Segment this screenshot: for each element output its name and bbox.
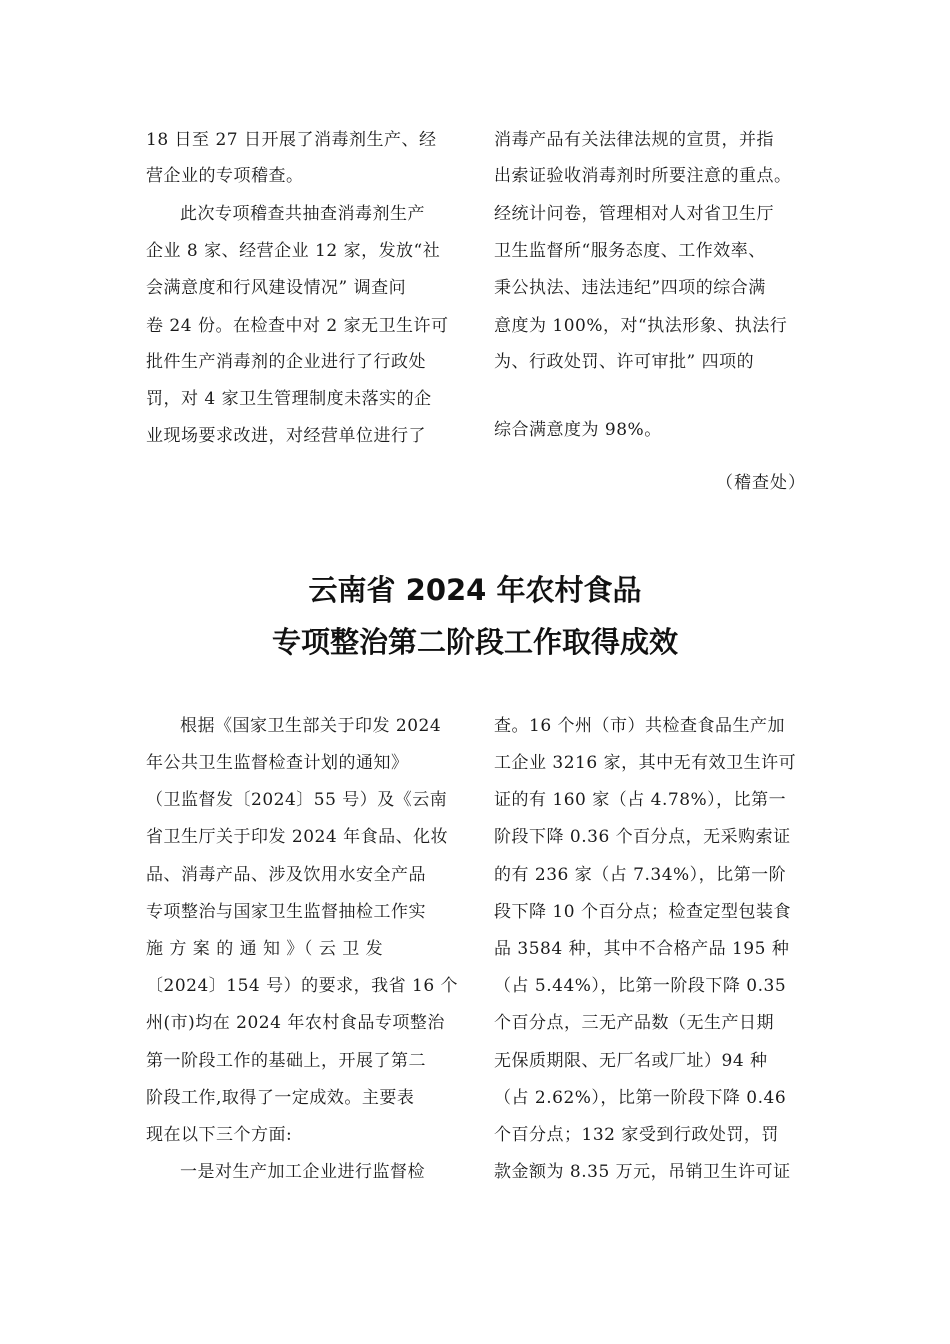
article-title-line-1: 云南省 2024 年农村食品 <box>308 573 642 607</box>
text-line: 品、消毒产品、涉及饮用水安全产品 <box>146 865 426 885</box>
text-line: 消毒产品有关法律法规的宣贯，并指 <box>494 130 774 150</box>
text-line: 现在以下三个方面: <box>146 1125 293 1145</box>
text-line: 为、行政处罚、许可审批” 四项的 <box>494 352 755 372</box>
text-line: 批件生产消毒剂的企业进行了行政处 <box>146 352 426 372</box>
text-line: 营企业的专项稽查。 <box>146 166 304 186</box>
text-line: 品 3584 种，其中不合格产品 195 种 <box>494 939 790 959</box>
text-line: 经统计问卷，管理相对人对省卫生厅 <box>494 204 774 224</box>
text-line: 根据《国家卫生部关于印发 2024 <box>180 716 442 736</box>
text-line: 专项整治与国家卫生监督抽检工作实 <box>146 902 426 922</box>
text-line: 省卫生厅关于印发 2024 年食品、化妆 <box>146 827 449 847</box>
text-line: 无保质期限、无厂名或厂址）94 种 <box>494 1051 768 1071</box>
text-line: 〔2024〕154 号）的要求，我省 16 个 <box>146 976 459 996</box>
text-line: 州(市)均在 2024 年农村食品专项整治 <box>146 1013 445 1033</box>
text-line: 卷 24 份。在检查中对 2 家无卫生许可 <box>146 316 449 336</box>
text-line: 个百分点；132 家受到行政处罚，罚 <box>494 1125 779 1145</box>
text-line: 出索证验收消毒剂时所要注意的重点。 <box>494 166 792 186</box>
text-line: 证的有 160 家（占 4.78%），比第一 <box>494 790 787 810</box>
text-line: 个百分点，三无产品数（无生产日期 <box>494 1013 774 1033</box>
text-line: 阶段下降 0.36 个百分点，无采购索证 <box>494 827 791 847</box>
article-title-line-2: 专项整治第二阶段工作取得成效 <box>271 625 678 659</box>
text-line: 罚，对 4 家卫生管理制度未落实的企 <box>146 389 432 409</box>
text-line: 此次专项稽查共抽查消毒剂生产 <box>180 204 425 224</box>
text-line: 综合满意度为 98%。 <box>494 420 662 440</box>
text-line: 企业 8 家、经营企业 12 家，发放“社 <box>146 241 441 261</box>
text-line: 卫生监督所“服务态度、工作效率、 <box>494 241 766 261</box>
text-line: 秉公执法、违法违纪”四项的综合满 <box>494 278 766 298</box>
text-line: 阶段工作,取得了一定成效。主要表 <box>146 1088 415 1108</box>
text-line: （占 2.62%），比第一阶段下降 0.46 <box>494 1088 787 1108</box>
department-signature: （稽查处） <box>716 473 806 493</box>
text-line: 工企业 3216 家，其中无有效卫生许可 <box>494 753 797 773</box>
text-line: 会满意度和行风建设情况” 调查问 <box>146 278 407 298</box>
text-line: 的有 236 家（占 7.34%），比第一阶 <box>494 865 787 885</box>
text-line: 第一阶段工作的基础上，开展了第二 <box>146 1051 426 1071</box>
text-line: （卫监督发〔2024〕55 号）及《云南 <box>146 790 448 810</box>
text-line: 18 日至 27 日开展了消毒剂生产、经 <box>146 130 437 150</box>
text-line: （占 5.44%），比第一阶段下降 0.35 <box>494 976 787 996</box>
text-line: 查。16 个州（市）共检查食品生产加 <box>494 716 786 736</box>
text-line: 一是对生产加工企业进行监督检 <box>180 1162 425 1182</box>
text-line: 年公共卫生监督检查计划的通知》 <box>146 753 409 773</box>
text-line: 意度为 100%，对“执法形象、执法行 <box>494 316 788 336</box>
text-line: 款金额为 8.35 万元，吊销卫生许可证 <box>494 1162 791 1182</box>
text-line: 业现场要求改进，对经营单位进行了 <box>146 426 426 446</box>
text-line: 施 方 案 的 通 知 》（ 云 卫 发 <box>146 939 384 959</box>
text-line: 段下降 10 个百分点；检查定型包装食 <box>494 902 791 922</box>
